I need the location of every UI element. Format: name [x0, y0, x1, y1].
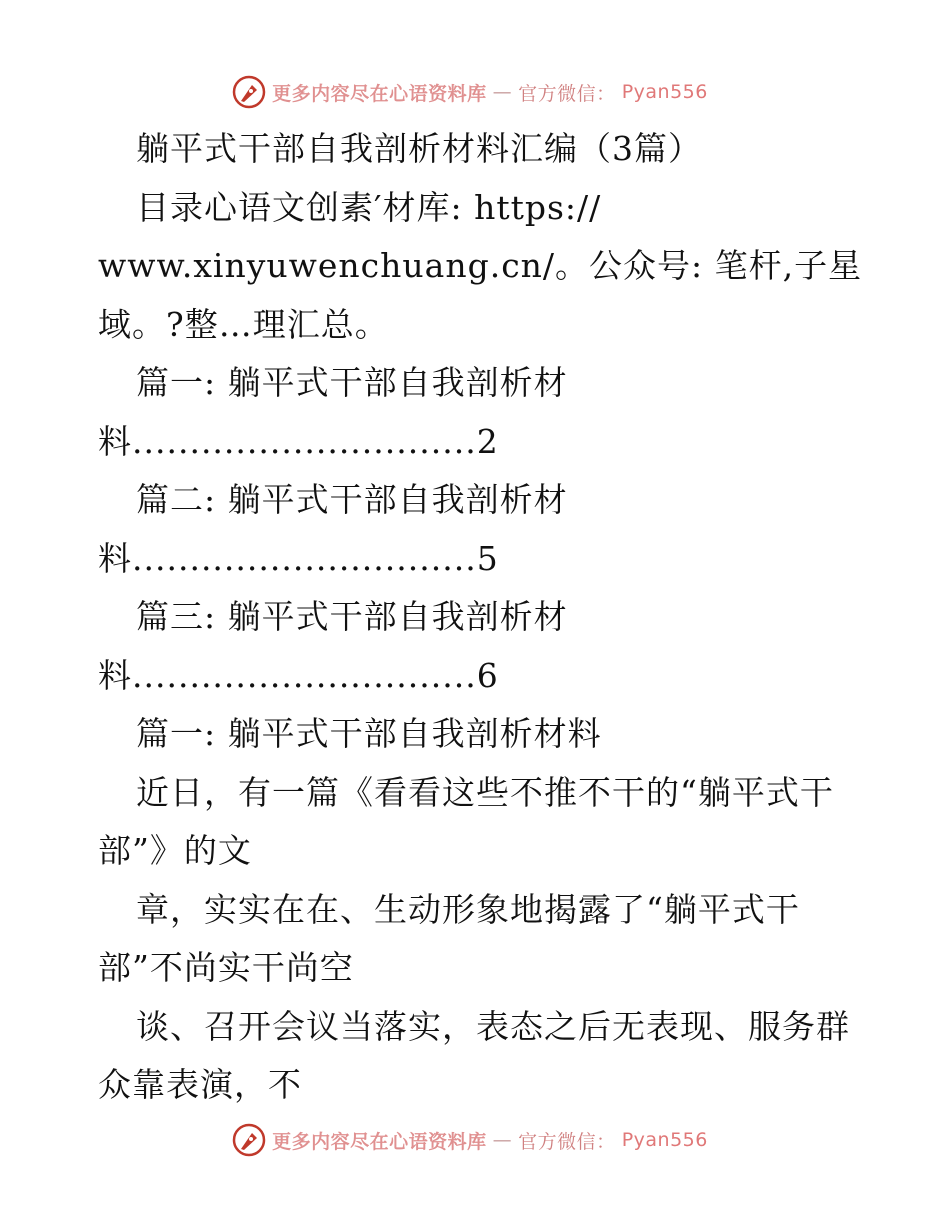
- footer-banner-content: [232, 1123, 708, 1157]
- footer-banner: [0, 1118, 950, 1162]
- header-banner-dash: —: [492, 81, 513, 103]
- header-banner-content: [232, 75, 708, 109]
- pen-nib-logo-icon: [232, 1123, 266, 1157]
- document-title: 躺平式干部自我剖析材料汇编（3篇）: [136, 129, 702, 168]
- section-heading: 篇一: 躺平式干部自我剖析材料: [136, 714, 602, 753]
- paragraph-line: 众靠表演，不: [98, 1065, 302, 1104]
- paragraph-line: 近日，有一篇《看看这些不推不干的“躺平式干: [136, 772, 834, 812]
- paragraph-line: 谈、召开会议当落实，表态之后无表现、服务群: [136, 1006, 850, 1046]
- header-banner-wechat-label: 官方微信：: [518, 82, 616, 105]
- footer-banner-wechat-id: Pyan556: [621, 1129, 708, 1151]
- footer-banner-slogan: 更多内容尽在心语资料库: [272, 1130, 487, 1153]
- toc-entry-2-page: 料..............................5: [98, 538, 499, 578]
- toc-entry-1-title: 篇一: 躺平式干部自我剖析材: [136, 363, 568, 402]
- document-body: [98, 120, 863, 1115]
- header-banner-wechat-id: Pyan556: [621, 81, 708, 103]
- toc-source-line: 目录心语文创素′材库: https://: [136, 187, 602, 227]
- toc-entry-3-page: 料..............................6: [98, 655, 499, 695]
- paragraph-line: 部”》的文: [98, 831, 252, 870]
- toc-source-line: 域。?整…理汇总。: [98, 304, 389, 344]
- toc-entry-3-title: 篇三: 躺平式干部自我剖析材: [136, 597, 568, 636]
- toc-entry-1-page: 料..............................2: [98, 421, 499, 461]
- paragraph-line: 章，实实在在、生动形象地揭露了“躺平式干: [136, 889, 800, 929]
- pen-nib-logo-icon: [232, 75, 266, 109]
- header-banner: [0, 70, 950, 114]
- toc-entry-2-title: 篇二: 躺平式干部自我剖析材: [136, 480, 568, 519]
- footer-banner-wechat-label: 官方微信：: [518, 1130, 616, 1153]
- header-banner-slogan: 更多内容尽在心语资料库: [272, 82, 487, 105]
- footer-banner-dash: —: [492, 1129, 513, 1151]
- paragraph-line: 部”不尚实干尚空: [98, 948, 354, 987]
- toc-source-line: www.xinyuwenchuang.cn/。公众号: 笔杆,子星: [98, 246, 863, 285]
